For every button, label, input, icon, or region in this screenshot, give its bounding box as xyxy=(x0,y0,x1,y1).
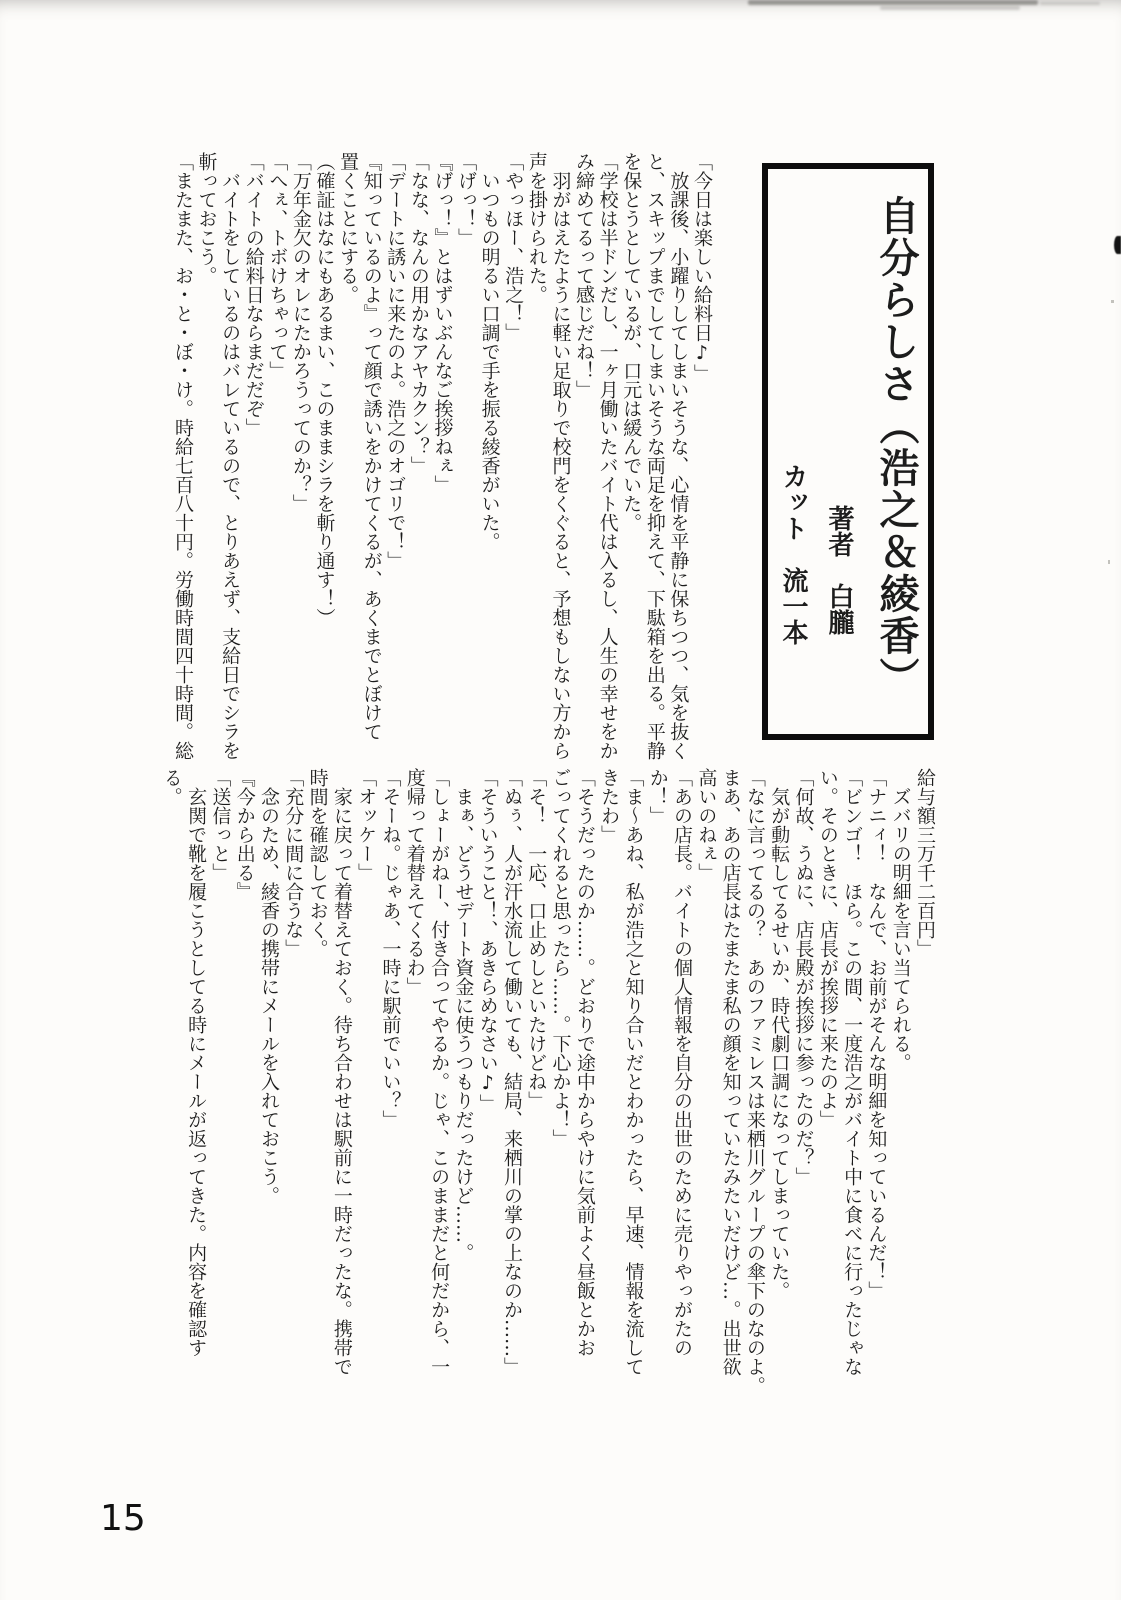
text-column: 「そーね。じゃあ、一時に駅前でいい？」 xyxy=(379,768,402,1129)
text-column: 「やっほー、浩之！」 xyxy=(502,152,525,342)
text-column: 『げっ！』とはずいぶんなご挨拶ねぇ」 xyxy=(431,152,454,494)
story-text-lower-block xyxy=(155,768,937,1416)
text-column: まぁ、どうせデート資金に使うつもりだったけど……。 xyxy=(452,768,475,1262)
text-column: 置くことにする。 xyxy=(337,152,360,304)
text-column: 斬っておこう。 xyxy=(195,152,218,285)
scan-artifact-top-smudge xyxy=(748,0,1038,5)
text-column: 羽がはえたように軽い足取りで校門をくぐると、予想もしない方から xyxy=(549,152,572,760)
text-column: 「へぇ、トボけちゃって」 xyxy=(266,152,289,380)
story-author-credit: 著者 白朧 xyxy=(824,505,854,635)
text-column: 放課後、小躍りしてしまいそうな、心情を平静に保ちつつ、気を抜く xyxy=(667,152,690,760)
text-column: 念のため、綾香の携帯にメールを入れておこう。 xyxy=(257,768,280,1205)
text-column: み締めてるって感じだね！」 xyxy=(573,152,596,399)
text-column: 『知っているのよ』って顔で誘いをかけてくるが、あくまでとぼけて xyxy=(360,152,383,741)
text-column: 高いのねぇ」 xyxy=(695,768,718,882)
text-column: 「ま〜あね、私が浩之と知り合いだとわかったら、早速、情報を流して xyxy=(622,768,645,1376)
text-column: い。そのときに、店長が挨拶に来たのよ」 xyxy=(816,768,839,1129)
text-column: と、スキップまでしてしまいそうな両足を抑えて、下駄箱を出る。平静 xyxy=(643,152,666,760)
scan-artifact-speck xyxy=(1111,300,1114,303)
text-column: 声を掛けられた。 xyxy=(525,152,548,304)
text-column: 家に戻って着替えておく。待ち合わせは駅前に一時だったな。携帯で xyxy=(330,768,353,1376)
page-number: 15 xyxy=(100,1498,146,1539)
text-column: 「そうだったのか……。どおりで途中からやけに気前よく昼飯とかお xyxy=(573,768,596,1357)
text-column: バイトをしているのはバレているので、とりあえず、支給日でシラを xyxy=(219,152,242,760)
scan-artifact-top-smudge xyxy=(880,6,1020,10)
text-column: 「バイトの給料日ならまだだぞ」 xyxy=(242,152,265,437)
text-column: 「またまた、お・と・ぼ・け。時給七百八十円。労働時間四十時間。総 xyxy=(171,152,194,760)
text-column: 「オッケー」 xyxy=(355,768,378,882)
scan-artifact-speck xyxy=(1108,560,1110,564)
text-column: を保とうとしているが、口元は緩んでいた。 xyxy=(620,152,643,532)
text-column: 玄関で靴を履こうとしてる時にメールが返ってきた。内容を確認す xyxy=(185,768,208,1357)
text-column: 「げっ！」 xyxy=(455,152,478,247)
text-column: 「ナニィ！ なんで、お前がそんな明細を知っているんだ！」 xyxy=(865,768,888,1300)
text-column: 「そういうこと！、あきらめなさい♪」 xyxy=(476,768,499,1113)
story-text-upper-block xyxy=(168,152,713,784)
text-column: 「なな、なんの用かなアヤカクン？」 xyxy=(407,152,430,475)
text-column: 給与額三万千二百円」 xyxy=(914,768,936,958)
text-column: （確証はなにもあるまい、このままシラを斬り通す！） xyxy=(313,152,336,627)
text-column: 「何故、うぬに、店長殿が挨拶に参ったのだ？」 xyxy=(792,768,815,1186)
scan-artifact-edge-blob xyxy=(1114,236,1121,254)
story-title-box xyxy=(762,163,934,740)
story-cut-credit: カット 流一本 xyxy=(778,463,808,645)
text-column: まあ、あの店長はたまたま私の顔を知っていたみたいだけど…。出世欲 xyxy=(719,768,742,1376)
text-column: 「なに言ってるの？ あのファミレスは来栖川グループの傘下のなのよ。 xyxy=(743,768,766,1395)
text-column: 「そ！ 一応、口止めしといたけどね」 xyxy=(525,768,548,1110)
scan-artifact-top-smudge xyxy=(1040,2,1100,5)
text-column: きたわ」 xyxy=(598,768,621,844)
text-column: 「ビンゴ！ ほら。この間、一度浩之がバイト中に食べに行ったじゃな xyxy=(841,768,864,1376)
text-column: 「しょーがねー、付き合ってやるか。じゃ、このままだと何だから、一 xyxy=(428,768,451,1376)
text-column: 『今から出る』 xyxy=(233,768,256,901)
text-column: 「送信っと」 xyxy=(209,768,232,882)
text-column: 「ぬぅ、人が汗水流して働いても、結局、来栖川の掌の上なのか……」 xyxy=(500,768,523,1376)
text-column: 時間を確認しておく。 xyxy=(306,768,329,958)
text-column: 「デートに誘いに来たのよ。浩之のオゴリで！」 xyxy=(384,152,407,570)
text-column: 「万年金欠のオレにたかろうってのか？」 xyxy=(289,152,312,513)
text-column: 「充分に間に合うな」 xyxy=(282,768,305,958)
text-column: 「あの店長。バイトの個人情報を自分の出世のために売りやっがたの xyxy=(671,768,694,1357)
text-column: ズバリの明細を言い当てられる。 xyxy=(889,768,912,1072)
text-column: 「今日は楽しい給料日♪」 xyxy=(691,152,713,383)
text-column: いつもの明るい口調で手を振る綾香がいた。 xyxy=(478,152,501,551)
text-column: 度帰って着替えてくるわ」 xyxy=(403,768,426,996)
text-column: る。 xyxy=(160,768,183,806)
text-column: ごってくれると思ったら……。下心かよ！」 xyxy=(549,768,572,1148)
story-title: 自分らしさ（浩之＆綾香） xyxy=(873,195,919,699)
text-column: 「学校は半ドンだし、一ヶ月働いたバイト代は入るし、人生の幸せをか xyxy=(596,152,619,760)
text-column: 気が動転してるせいか、時代劇口調になってしまっていた。 xyxy=(768,768,791,1300)
text-column: か！」 xyxy=(646,768,669,825)
story-title-box-inner xyxy=(768,169,926,734)
